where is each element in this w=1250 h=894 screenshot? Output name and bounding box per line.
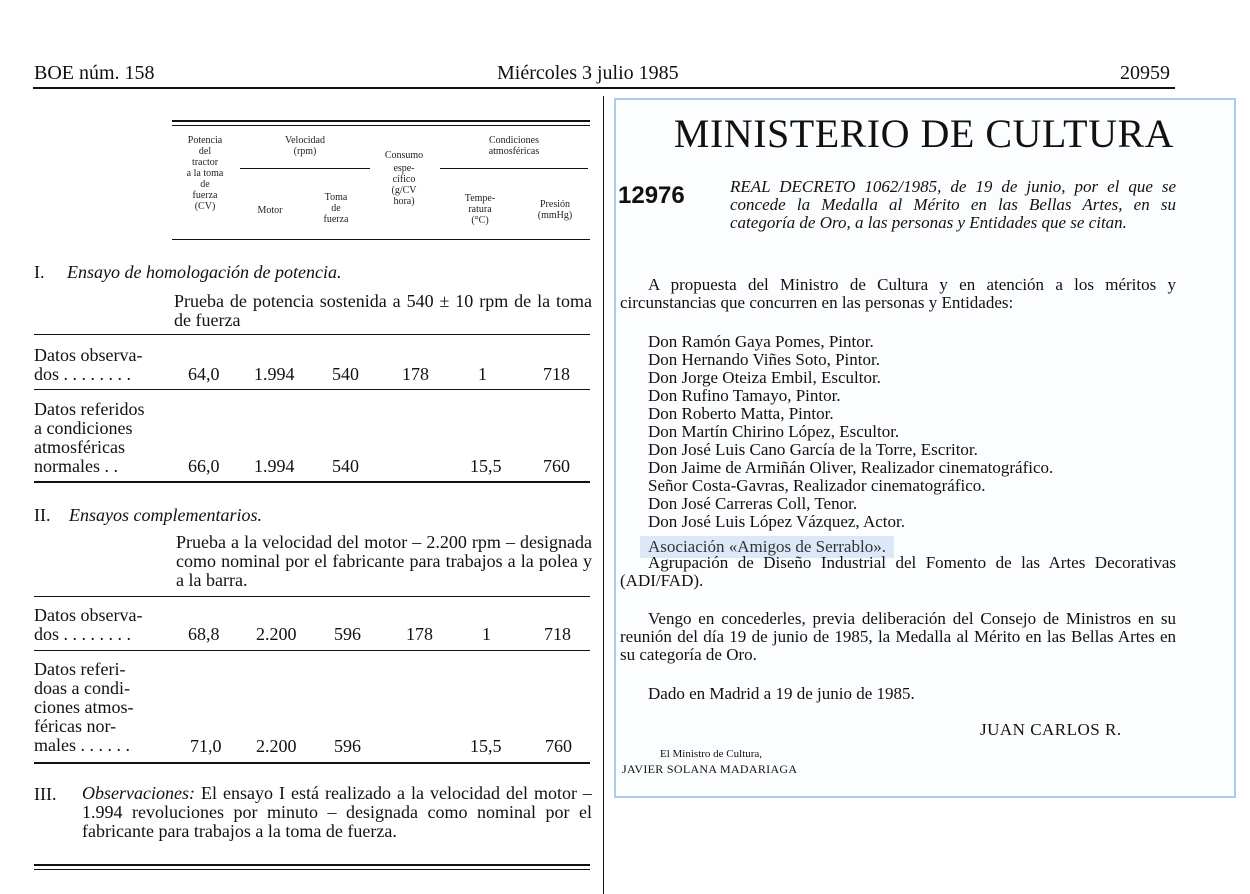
header-presion: Presión (mmHg) <box>537 199 573 221</box>
awardee-item: Don Martín Chirino López, Escultor. <box>648 422 900 441</box>
header-motor: Motor <box>257 205 283 216</box>
s1-row1-consumo: 178 <box>402 364 429 384</box>
s1-row1-toma: 540 <box>332 364 359 384</box>
section-2-subtitle: Prueba a la velocidad del motor – 2.200 rpm – designada como nominal por el fabricante para trabajos a la polea y a la barra. <box>176 532 592 590</box>
s2-row1-consumo: 178 <box>406 624 433 644</box>
section-1-title: Ensayo de homologación de potencia. <box>67 262 342 282</box>
s1-row2-temp: 15,5 <box>470 456 502 476</box>
section-2-title: Ensayos complementarios. <box>69 505 262 525</box>
s1-row1-label: Datos observa- dos . . . . . . . . <box>34 345 143 384</box>
awardee-item: Don José Luis Cano García de la Torre, Escritor. <box>648 440 978 459</box>
awardee-item: Don Hernando Viñes Soto, Pintor. <box>648 350 880 369</box>
s1-row1-potencia: 64,0 <box>188 364 220 384</box>
section-3-text: El ensayo I está realizado a la velocidad del motor – 1.994 revoluciones por minuto – designada como nominal por el fabricante para trabajos a la toma de fuerza. <box>82 783 592 841</box>
decree-date: Dado en Madrid a 19 de junio de 1985. <box>648 684 915 703</box>
awardee-item: Don Jorge Oteiza Embil, Escultor. <box>648 368 881 387</box>
section-2-heading <box>34 505 262 526</box>
s1-row2-potencia: 66,0 <box>188 456 220 476</box>
table-header-bottom-rule <box>172 239 590 240</box>
awardee-item: Don Jaime de Armiñán Oliver, Realizador cinematográfico. <box>648 458 1054 477</box>
awardee-item: Señor Costa-Gavras, Realizador cinematográfico. <box>648 476 986 495</box>
header-consumo-sub: espe- cífico (g/CV hora) <box>391 163 417 207</box>
header-velocidad: Velocidad (rpm) <box>285 135 325 157</box>
table-top-rule-2 <box>172 125 590 126</box>
s1-row2-motor: 1.994 <box>254 456 295 476</box>
column-divider <box>603 96 604 894</box>
condiciones-subrule <box>440 168 588 169</box>
intro-paragraph: A propuesta del Ministro de Cultura y en atención a los méritos y circunstancias que concurren en las personas y Entidades: <box>620 275 1176 312</box>
s1-row1-rule <box>34 389 590 390</box>
header-consumo: Consumo <box>384 150 424 161</box>
s1-row2-toma: 540 <box>332 456 359 476</box>
decree-number: 12976 <box>618 182 685 209</box>
s2-row2-temp: 15,5 <box>470 736 502 756</box>
minister-title: El Ministro de Cultura, <box>660 748 763 760</box>
s1-row2-rule <box>34 481 590 483</box>
s2-row2-rule <box>34 762 590 764</box>
s2-row1-potencia: 68,8 <box>188 624 220 644</box>
s1-row1-motor: 1.994 <box>254 364 295 384</box>
table-top-rule <box>172 120 590 122</box>
s1-row1-presion: 718 <box>543 364 570 384</box>
awardee-item: Don José Carreras Coll, Tenor. <box>648 494 858 513</box>
s2-row1-label: Datos observa- dos . . . . . . . . <box>34 605 143 644</box>
header-rule <box>33 87 1175 89</box>
s2-row1-presion: 718 <box>544 624 571 644</box>
s2-row1-motor: 2.200 <box>256 624 297 644</box>
s2-row1-toma: 596 <box>334 624 361 644</box>
header-potencia: Potencia del tractor a la toma de fuerza (CV) <box>186 135 224 212</box>
section-1-heading <box>34 262 341 283</box>
awardee-item: Don José Luis López Vázquez, Actor. <box>648 512 905 531</box>
s2-row1-temp: 1 <box>482 624 491 644</box>
s1-row1-temp: 1 <box>478 364 487 384</box>
table-bottom-rule-2 <box>34 869 590 870</box>
section-3-body <box>82 784 592 841</box>
header-left: BOE núm. 158 <box>34 62 155 84</box>
section-3-title: Observaciones: <box>82 783 195 803</box>
header-temperatura: Tempe- ratura (°C) <box>464 193 496 226</box>
s2-row2-potencia: 71,0 <box>190 736 222 756</box>
awardee-item-selected[interactable]: Asociación «Amigos de Serrablo». <box>640 536 894 558</box>
awardee-item: Don Roberto Matta, Pintor. <box>648 404 834 423</box>
table-bottom-rule <box>34 864 590 866</box>
page-number: 20959 <box>1120 62 1170 84</box>
s2-row2-label: Datos referi- doas a condi- ciones atmos- féricas nor- males . . . . . . <box>34 659 134 755</box>
s2-row2-motor: 2.200 <box>256 736 297 756</box>
awardee-item: Don Rufino Tamayo, Pintor. <box>648 386 841 405</box>
conclusion-paragraph: Vengo en concederles, previa deliberación del Consejo de Ministros en su reunión del día 19 de junio de 1985, la Medalla al Mérito en las Bellas Artes en su categoría de Oro. <box>620 609 1176 664</box>
header-toma: Toma de fuerza <box>323 192 349 225</box>
last-entity: Agrupación de Diseño Industrial del Fomento de las Artes Decorativas (ADI/FAD). <box>620 553 1176 590</box>
s1-row2-label: Datos referidos a condiciones atmosféricas normales . . <box>34 399 145 476</box>
s1-row2-presion: 760 <box>543 456 570 476</box>
header-condiciones: Condiciones atmosféricas <box>488 135 540 157</box>
section-1-number: I. <box>34 262 45 282</box>
section-2-number: II. <box>34 505 51 525</box>
section-1-rule <box>34 334 590 335</box>
section-3-number: III. <box>34 784 57 804</box>
decree-title: REAL DECRETO 1062/1985, de 19 de junio, por el que se concede la Medalla al Mérito en las Bellas Artes, en su categoría de Oro, a las personas y Entidades que se citan. <box>730 177 1176 232</box>
minister-name: JAVIER SOLANA MADARIAGA <box>622 762 798 776</box>
royal-signature: JUAN CARLOS R. <box>980 720 1122 739</box>
awardee-item: Don Ramón Gaya Pomes, Pintor. <box>648 332 874 351</box>
s2-row2-toma: 596 <box>334 736 361 756</box>
header-date: Miércoles 3 julio 1985 <box>497 62 679 84</box>
s2-row2-presion: 760 <box>545 736 572 756</box>
ministry-heading: MINISTERIO DE CULTURA <box>673 111 1175 156</box>
section-2-rule <box>34 596 590 597</box>
velocidad-subrule <box>240 168 370 169</box>
section-1-subtitle: Prueba de potencia sostenida a 540 ± 10 rpm de la toma de fuerza <box>174 291 592 330</box>
s2-row1-rule <box>34 650 590 651</box>
